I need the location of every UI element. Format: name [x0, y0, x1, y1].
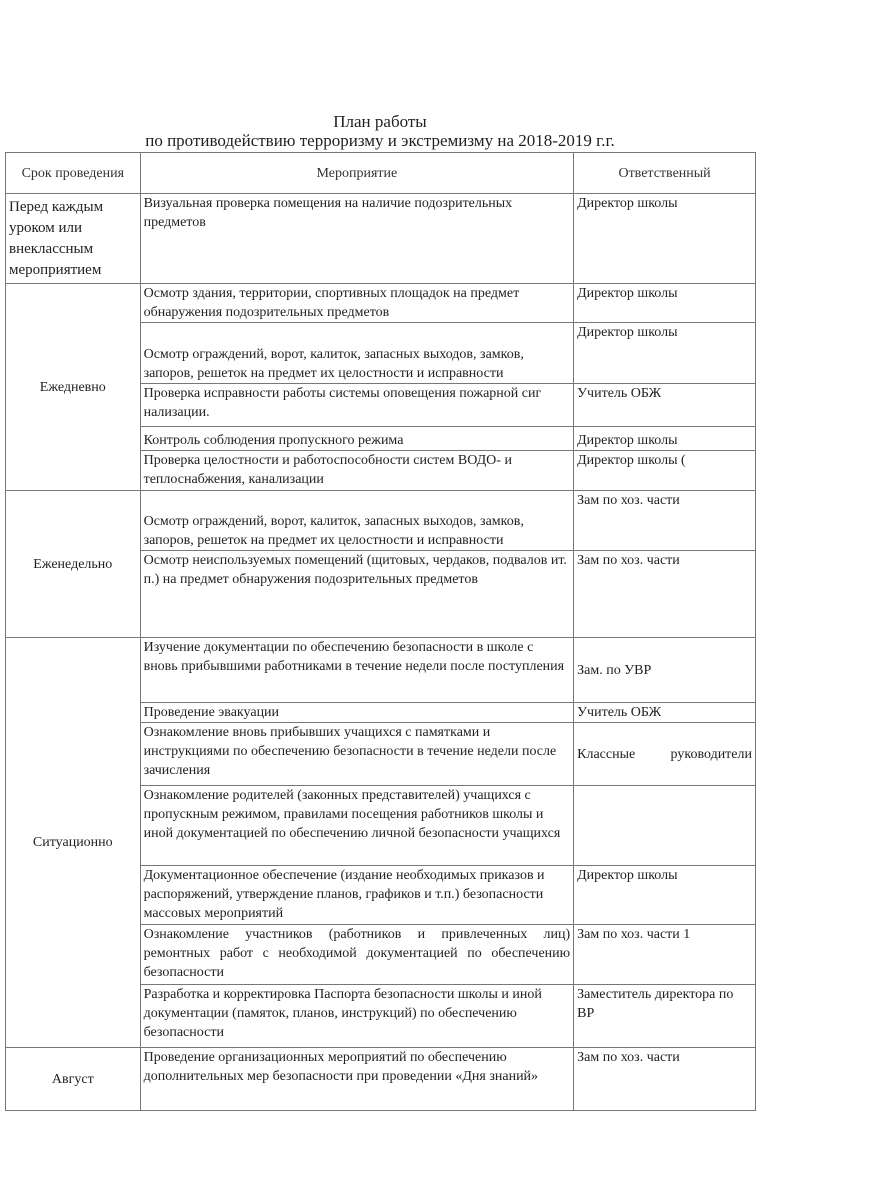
activity-cell: Визуальная проверка помещения на наличие подозрительных предметов — [140, 194, 574, 284]
table-row — [6, 194, 756, 284]
responsible-cell: Директор школы ( — [574, 451, 756, 491]
responsible-cell: Заместитель директора по ВР — [574, 985, 756, 1048]
activity-cell: Проведение эвакуации — [140, 703, 574, 723]
term-cell: Ежедневно — [6, 284, 141, 491]
plan-table — [5, 152, 756, 1111]
activity-cell: Проверка целостности и работоспособности систем ВОДО- и теплоснабжения, канализации — [140, 451, 574, 491]
activity-cell: Осмотр неиспользуемых помещений (щитовых, чердаков, подвалов ит. п.) на предмет обнаружения подозрительных предметов — [140, 551, 574, 638]
header-responsible: Ответственный — [574, 153, 756, 194]
activity-cell: Проведение организационных мероприятий по обеспечению дополнительных мер безопасности при проведении «Дня знаний» — [140, 1048, 574, 1111]
activity-cell: Осмотр ограждений, ворот, калиток, запасных выходов, замков, запоров, решеток на предмет их целостности и исправности — [140, 491, 574, 551]
table-row — [6, 638, 756, 703]
responsible-cell — [574, 786, 756, 866]
activity-cell: Контроль соблюдения пропускного режима — [140, 427, 574, 451]
responsible-cell: Зам по хоз. части 1 — [574, 925, 756, 985]
activity-cell: Осмотр здания, территории, спортивных площадок на предмет обнаружения подозрительных предметов — [140, 284, 574, 323]
responsible-cell: Директор школы — [574, 323, 756, 384]
table-row — [6, 284, 756, 323]
responsible-cell: Директор школы — [574, 427, 756, 451]
activity-cell: Документационное обеспечение (издание необходимых приказов и распоряжений, утверждение планов, графиков и т.п.) безопасности массовых мероприятий — [140, 866, 574, 925]
activity-cell: Осмотр ограждений, ворот, калиток, запасных выходов, замков, запоров, решеток на предмет их целостности и исправности — [140, 323, 574, 384]
activity-cell: Ознакомление участников (работников и привлеченных лиц) ремонтных работ с необходимой документацией по обеспечению безопасности — [140, 925, 574, 985]
term-cell: Еженедельно — [6, 491, 141, 638]
responsible-cell: Директор школы — [574, 866, 756, 925]
term-cell: Ситуационно — [6, 638, 141, 1048]
responsible-cell: Классные руководители — [574, 723, 756, 786]
responsible-cell: Директор школы — [574, 194, 756, 284]
activity-cell: Проверка исправности работы системы оповещения пожарной сиг нализации. — [140, 384, 574, 427]
document-title: План работы — [333, 112, 427, 131]
responsible-cell: Директор школы — [574, 284, 756, 323]
responsible-cell: Учитель ОБЖ — [574, 703, 756, 723]
header-term: Срок проведения — [6, 153, 141, 194]
document-subtitle: по противодействию терроризму и экстремизму на 2018-2019 г.г. — [145, 131, 615, 150]
responsible-cell: Зам по хоз. части — [574, 491, 756, 551]
responsible-cell: Зам по хоз. части — [574, 1048, 756, 1111]
activity-cell: Ознакомление вновь прибывших учащихся с памятками и инструкциями по обеспечению безопасности в течение недели после зачисления — [140, 723, 574, 786]
table-header-row — [6, 153, 756, 194]
responsible-cell: Учитель ОБЖ — [574, 384, 756, 427]
term-cell: Перед каждым уроком или внеклассным мероприятием — [6, 194, 141, 284]
activity-cell: Изучение документации по обеспечению безопасности в школе с вновь прибывшими работниками в течение недели после поступления — [140, 638, 574, 703]
activity-cell: Ознакомление родителей (законных представителей) учащихся с пропускным режимом, правилами посещения работников школы и иной документацией по обеспечению личной безопасности учащихся — [140, 786, 574, 866]
responsible-cell: Зам по хоз. части — [574, 551, 756, 638]
activity-cell: Разработка и корректировка Паспорта безопасности школы и иной документации (памяток, планов, инструкций) по обеспечению безопасности — [140, 985, 574, 1048]
table-row — [6, 1048, 756, 1111]
header-activity: Мероприятие — [140, 153, 574, 194]
term-cell: Август — [6, 1048, 141, 1111]
responsible-cell: Зам. по УВР — [574, 638, 756, 703]
table-row — [6, 491, 756, 551]
